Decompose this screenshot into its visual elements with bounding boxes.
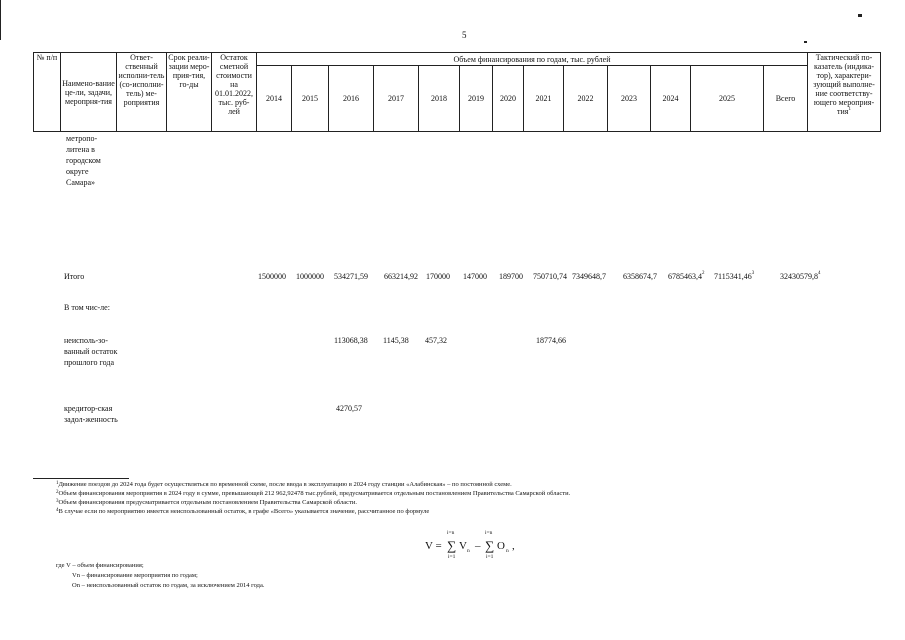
footnote — [56, 490, 570, 498]
formula-sum1-bot: i=1 — [448, 554, 456, 560]
indicator-text: Тактический по-казатель (индика-тор), характери-зующий выполне-ние соответству-ющего мероприя-тия — [813, 53, 875, 116]
total-value — [334, 271, 368, 282]
row-payables-label: кредитор-ская задол-женность — [64, 404, 118, 424]
total-value — [258, 271, 286, 282]
footnote-marker: 4 — [56, 508, 59, 513]
formula — [425, 532, 535, 560]
col-header-year: 2015 — [292, 66, 329, 132]
footnote-text: Движение поездов до 2024 года будет осуществляться по временной схеме, после ввода в эксплуатацию в 2024 году станции «Алабинская» – по постоянной схеме. — [58, 481, 512, 488]
total-value — [623, 271, 657, 282]
total-value-text: 6358674,7 — [623, 272, 657, 281]
row-including-label: В том чис-ле: — [64, 303, 110, 312]
total-value — [296, 271, 324, 282]
total-value-text: 534271,59 — [334, 272, 368, 281]
unused-2021: 18774,66 — [536, 336, 566, 345]
total-value-text: 750710,74 — [533, 272, 567, 281]
sigma-icon: ∑ — [447, 538, 457, 553]
col-header-term: Срок реали-зации меро-прия-тия, го-ды — [167, 53, 212, 132]
sigma-icon: ∑ — [485, 538, 495, 553]
where-line-3: On – неиспользованный остаток по годам, за исключением 2014 года. — [72, 582, 265, 589]
col-header-name: Наимено-вание це-ли, задачи, меропрня-тия — [61, 53, 117, 132]
formula-sum2-top: i=n — [485, 530, 493, 536]
footnote-marker: 2 — [56, 490, 59, 495]
unused-2016: 113068,38 — [334, 336, 368, 345]
formula-term1-sub: n — [467, 548, 470, 554]
col-header-funding: Объем финансирования по годам, тыс. рублей — [257, 53, 808, 66]
col-header-year: 2023 — [608, 66, 651, 132]
total-value-text: 1500000 — [258, 272, 286, 281]
footnote-separator — [33, 478, 129, 479]
formula-sum1-top: i=n — [447, 530, 455, 536]
total-value-text: 7115341,46 — [714, 272, 752, 281]
indicator-sup: 1 — [848, 107, 851, 112]
total-value — [426, 271, 450, 282]
footnote — [56, 481, 512, 489]
formula-term2: O — [497, 540, 505, 552]
total-value-text: 6785463,4 — [668, 272, 702, 281]
col-header-responsible: Ответ-ственный исполни-тель (со-исполни-тель) ме-роприятия — [117, 53, 167, 132]
footnote-text: Объем финансирования предусматривается отдельным постановлением Правительства Самарской области. — [58, 499, 358, 506]
total-value-sup: 2 — [702, 271, 705, 276]
formula-minus: – — [475, 540, 481, 552]
col-header-year: 2018 — [419, 66, 460, 132]
total-value — [714, 271, 754, 282]
col-header-year: 2020 — [493, 66, 524, 132]
total-value — [499, 271, 523, 282]
footnote — [56, 499, 357, 507]
total-value — [780, 271, 821, 282]
footnote-marker: 3 — [56, 499, 59, 504]
total-value — [533, 271, 567, 282]
total-value-text: 663214,92 — [384, 272, 418, 281]
col-header-year: 2024 — [651, 66, 691, 132]
table-header — [33, 52, 881, 132]
col-header-year: 2025 — [691, 66, 764, 132]
col-header-balance: Остаток сметной стоимости на 01.01.2022, тыс. руб-лей — [212, 53, 257, 132]
total-value — [668, 271, 705, 282]
total-value — [463, 271, 487, 282]
payables-2016: 4270,57 — [336, 404, 362, 413]
row-unused-label: неисполь-зо-ванный остаток прошлого года — [64, 336, 118, 367]
col-header-year: 2019 — [460, 66, 493, 132]
total-value-text: 1000000 — [296, 272, 324, 281]
formula-tail: , — [512, 540, 515, 552]
col-header-year: 2021 — [524, 66, 564, 132]
formula-lhs: V = — [425, 540, 442, 552]
col-header-year: 2022 — [564, 66, 608, 132]
col-header-year: Всего — [764, 66, 808, 132]
unused-2017: 1145,38 — [383, 336, 409, 345]
unused-2018: 457,32 — [425, 336, 447, 345]
col-header-year: 2014 — [257, 66, 292, 132]
formula-term1: V — [459, 540, 467, 552]
formula-sum2-bot: i=1 — [486, 554, 494, 560]
page-number: 5 — [462, 30, 467, 40]
total-value-sup: 4 — [818, 271, 821, 276]
total-value-text: 147000 — [463, 272, 487, 281]
col-header-indicator — [808, 53, 881, 132]
total-value-text: 7349648,7 — [572, 272, 606, 281]
scan-artifact — [858, 14, 862, 17]
footnote-marker: 1 — [56, 481, 59, 486]
footnote-text: В случае если по мероприятию имеется неиспользованный остаток, в графе «Всего» указывается значение, рассчитанное по формуле — [58, 508, 430, 515]
row-name-continued: метропо-литена в городском округе Самара» — [66, 134, 101, 187]
row-total-label: Итого — [64, 272, 85, 281]
total-value — [572, 271, 606, 282]
col-header-year: 2017 — [374, 66, 419, 132]
where-line-2: Vn – финансирование мероприятия по годам; — [72, 572, 198, 579]
total-value-text: 32430579,8 — [780, 272, 818, 281]
scan-artifact — [0, 0, 1, 40]
col-header-year: 2016 — [329, 66, 374, 132]
total-value-text: 170000 — [426, 272, 450, 281]
footnote-text: Объем финансирования мероприятия в 2024 году в сумме, превышающей 212 962,92478 тыс.рублей, предусматривается отдельным постановлением Правительства Самарской области. — [58, 490, 571, 497]
scan-artifact — [804, 41, 807, 43]
footnote — [56, 508, 429, 516]
where-line-1: где V – объем финансирования; — [56, 562, 144, 569]
total-value — [384, 271, 418, 282]
formula-term2-sub: n — [506, 548, 509, 554]
col-header-num: № п/п — [34, 53, 61, 132]
total-value-sup: 3 — [751, 271, 755, 276]
total-value-text: 189700 — [499, 272, 523, 281]
